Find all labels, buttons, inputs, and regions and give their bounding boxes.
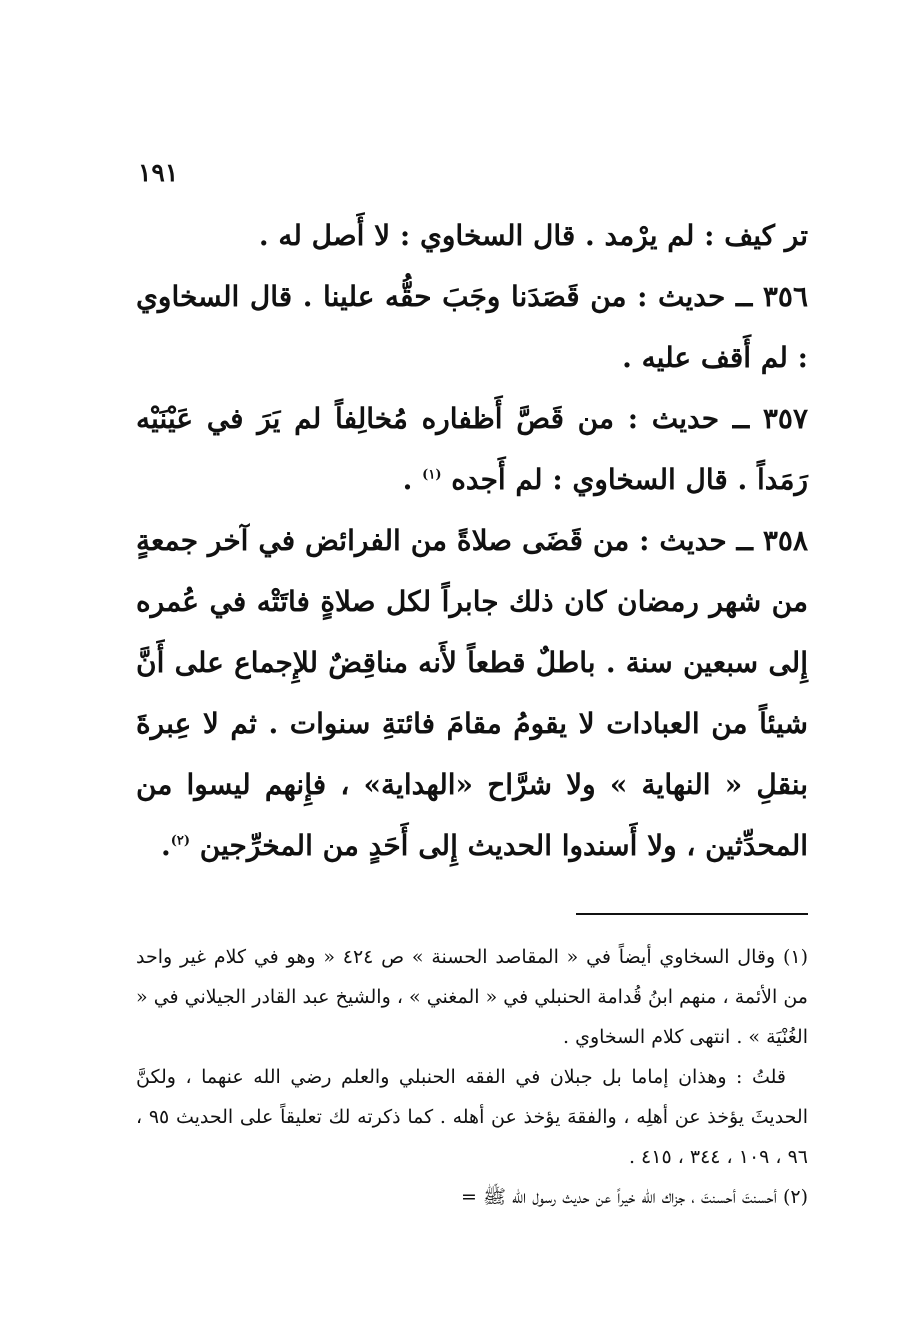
hadith-text: ــ حديث : من قَصَّ أَظفاره مُخالِفاً لم يَرَ في عَيْنَيْه رَمَداً . قال السخاوي : لم أَجده bbox=[136, 402, 808, 496]
hadith-number: ٣٥٦ bbox=[762, 280, 808, 313]
sentence-end: . bbox=[402, 463, 423, 496]
footnotes bbox=[136, 937, 808, 1217]
page-number: ١٩١ bbox=[138, 158, 179, 187]
footnote-1-comment: قلتُ : وهذان إماما بل جبلان في الفقه الحنبلي والعلم رضي الله عنهما ، ولكنَّ الحديثَ يؤخذ عن أهلِه ، والفقهَ يؤخذ عن أهله . كما ذكرته لك تعليقاً على الحديث ٩٥ ، ٩٦ ، ١٠٩ ، ٣٤٤ ، ٤١٥ . bbox=[136, 1066, 809, 1168]
paragraph-continuation: تر كيف : لم يرْمد . قال السخاوي : لا أَصل له . bbox=[258, 219, 808, 252]
footnote-ref-2[interactable]: (٢) bbox=[170, 833, 191, 849]
footnote-divider bbox=[576, 913, 808, 915]
hadith-358 bbox=[136, 510, 808, 876]
hadith-text: ــ حديث : من قَصَدَنا وجَبَ حقُّه علينا . قال السخاوي : لم أَقف عليه . bbox=[136, 280, 808, 374]
hadith-number: ٣٥٨ bbox=[762, 524, 808, 557]
hadith-number: ٣٥٧ bbox=[762, 402, 808, 435]
hadith-356 bbox=[136, 266, 808, 388]
hadith-text: ــ حديث : من قَضَى صلاةً من الفرائض في آخر جمعةٍ من شهر رمضان كان ذلك جابراً لكل صلاةٍ فاتَتْه في عُمره إِلى سبعين سنة . باطلٌ قطعاً لأَنه مناقِضٌ للإِجماع على أَنَّ شيئاً من العبادات لا يقومُ مقامَ فائتةِ سنوات . ثم لا عِبرةَ بنقلِ « النهاية » ولا شرَّاح «الهداية» ، فإِنهم ليسوا من المحدِّثين ، ولا أَسندوا الحديث إِلى أَحَدٍ من المخرِّجين bbox=[136, 524, 808, 862]
footnote-2: (٢) أحسنتَ أحسنتَ ، جزاك الله خيراً عن حديث رسول الله ﷺ = bbox=[461, 1186, 808, 1208]
sentence-end: . bbox=[160, 829, 171, 862]
footnote-ref-1[interactable]: (١) bbox=[422, 467, 442, 483]
hadith-357 bbox=[136, 388, 808, 510]
footnote-1: (١) وقال السخاوي أيضاً في « المقاصد الحسنة » ص ٤٢٤ « وهو في كلام غير واحد من الأئمة ، منهم ابنُ قُدامة الحنبلي في « المغني » ، والشيخ عبد القادر الجيلاني في « الغُنْيَة » . انتهى كلام السخاوي . bbox=[136, 946, 808, 1048]
main-text bbox=[136, 205, 808, 876]
